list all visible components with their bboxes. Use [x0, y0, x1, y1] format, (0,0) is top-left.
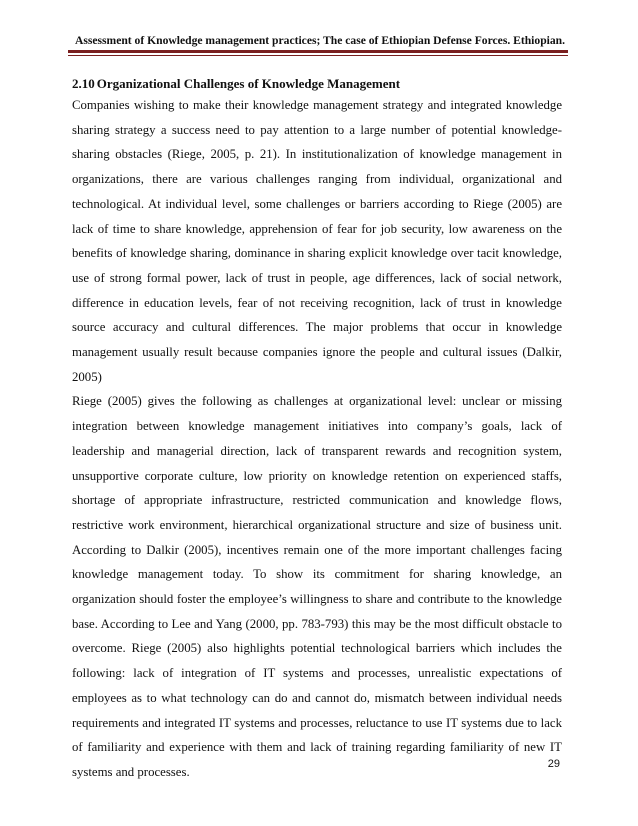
section-number: 2.10	[72, 76, 95, 91]
section-title: Organizational Challenges of Knowledge Management	[96, 76, 401, 91]
header-rule-thick	[68, 50, 568, 53]
page-number: 29	[547, 758, 560, 770]
paragraph-1: Companies wishing to make their knowledge management strategy and integrated knowledge sharing strategy a success need to pay attention to a large number of potential knowledge-sharing obstacles (Riege, 2005, p. 21). In institutionalization of knowledge management in organizations, there are various challenges ranging from individual, organizational and technological. At individual level, some challenges or barriers according to Riege (2005) are lack of time to share knowledge, apprehension of fear for job security, low awareness on the benefits of knowledge sharing, dominance in sharing explicit knowledge over tacit knowledge, use of strong formal power, lack of trust in people, age differences, lack of social network, difference in education levels, fear of not receiving recognition, lack of trust in knowledge source accuracy and cultural differences. The major problems that occur in knowledge management usually result because companies ignore the people and cultural issues (Dalkir, 2005)	[72, 98, 562, 384]
running-header: Assessment of Knowledge management practices; The case of Ethiopian Defense Forces. Ethiopian.	[74, 34, 566, 47]
section-heading	[72, 76, 400, 92]
header-rule-thin	[68, 55, 568, 56]
body-text	[72, 93, 562, 785]
paragraph-2: Riege (2005) gives the following as challenges at organizational level: unclear or missing integration between knowledge management initiatives into company’s goals, lack of leadership and managerial direction, lack of transparent rewards and recognition system, unsupportive corporate culture, low priority on knowledge retention on experienced staffs, shortage of appropriate infrastructure, restricted communication and knowledge flows, restrictive work environment, hierarchical organizational structure and size of business unit. According to Dalkir (2005), incentives remain one of the more important challenges facing knowledge management today. To show its commitment for sharing knowledge, an organization should foster the employee’s willingness to share and contribute to the knowledge base. According to Lee and Yang (2000, pp. 783-793) this may be the most difficult obstacle to overcome. Riege (2005) also highlights potential technological barriers which includes the following: lack of integration of IT systems and processes, unrealistic expectations of employees as to what technology can do and cannot do, mismatch between individual needs requirements and integrated IT systems and processes, reluctance to use IT systems due to lack of familiarity and experience with them and lack of training regarding familiarity of new IT systems and processes.	[72, 394, 562, 779]
